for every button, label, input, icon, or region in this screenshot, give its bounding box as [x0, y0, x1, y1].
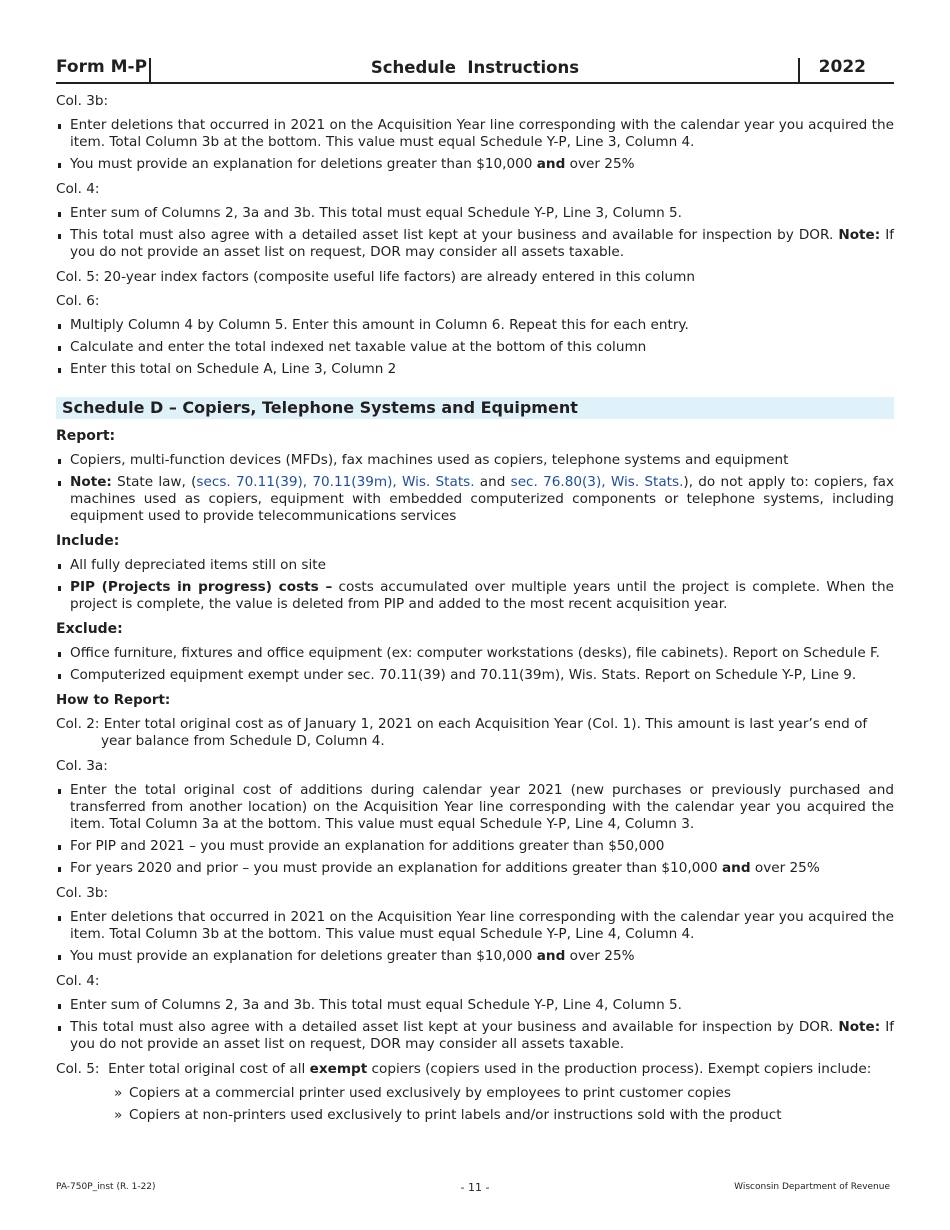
list-item: This total must also agree with a detailed asset list kept at your business and available for inspection by DOR. Note: If you do not provide an asset list on request, DOR may consider all assets taxable. [56, 227, 894, 261]
form-name: Form M-P [56, 57, 148, 77]
list-item: PIP (Projects in progress) costs – costs accumulated over multiple years until the project is complete. When the project is complete, the value is deleted from PIP and added to the most recent acquisition year. [56, 579, 894, 613]
list-item: Calculate and enter the total indexed net taxable value at the bottom of this column [56, 339, 894, 356]
include-heading: Include: [56, 533, 120, 549]
col5-text: Col. 5: Enter total original cost of all exempt copiers (copiers used in the production process). Exempt copiers include: [56, 1061, 872, 1077]
list-item: » Copiers at non-printers used exclusively to print labels and/or instructions sold with the product [114, 1107, 782, 1123]
list-item: You must provide an explanation for deletions greater than $10,000 and over 25% [56, 948, 894, 965]
list-item: Enter sum of Columns 2, 3a and 3b. This total must equal Schedule Y-P, Line 3, Column 5. [56, 205, 894, 222]
list-item: Enter this total on Schedule A, Line 3, Column 2 [56, 361, 894, 378]
col5-text: Col. 5: 20-year index factors (composite useful life factors) are already entered in this column [56, 269, 695, 285]
list-item: Enter the total original cost of additions during calendar year 2021 (new purchases or previously purchased and transferred from another location) on the Acquisition Year line corresponding with the calendar year you acquired the item. Total Column 3a at the bottom. This value must equal Schedule Y-P, Line 4, Column 3. [56, 782, 894, 833]
list-item: For PIP and 2021 – you must provide an explanation for additions greater than $50,000 [56, 838, 894, 855]
section-heading: Schedule D – Copiers, Telephone Systems and Equipment [56, 397, 894, 419]
exclude-heading: Exclude: [56, 621, 123, 637]
page-number: - 11 - [460, 1181, 490, 1194]
list-item: Note: State law, (secs. 70.11(39), 70.11(39m), Wis. Stats. and sec. 76.80(3), Wis. Stats.), do not apply to: copiers, fax machines used as copiers, equipment with embedded computerized components or telephone systems, including equipment used to provide telecommunications services [56, 474, 894, 525]
list-item: Enter sum of Columns 2, 3a and 3b. This total must equal Schedule Y-P, Line 4, Column 5. [56, 997, 894, 1014]
list-item: Copiers, multi-function devices (MFDs), fax machines used as copiers, telephone systems and equipment [56, 452, 894, 469]
col2-text: Col. 2: Enter total original cost as of January 1, 2021 on each Acquisition Year (Col. 1). This amount is last year’s end of year balance from Schedule D, Column 4. [56, 716, 868, 749]
statute-link[interactable]: sec. 76.80(3), Wis. Stats. [510, 474, 684, 490]
footer-agency: Wisconsin Department of Revenue [734, 1182, 890, 1192]
list-item: Multiply Column 4 by Column 5. Enter this amount in Column 6. Repeat this for each entry. [56, 317, 894, 334]
list-item: For years 2020 and prior – you must provide an explanation for additions greater than $10,000 and over 25% [56, 860, 894, 877]
col4-label: Col. 4: [56, 181, 100, 197]
footer-form-number: PA-750P_inst (R. 1-22) [56, 1182, 156, 1192]
col4-label: Col. 4: [56, 973, 100, 989]
col6-label: Col. 6: [56, 293, 100, 309]
list-item: Enter deletions that occurred in 2021 on the Acquisition Year line corresponding with the calendar year you acquired the item. Total Column 3b at the bottom. This value must equal Schedule Y-P, Line 4, Column 4. [56, 909, 894, 943]
header-title: Schedule Instructions [370, 58, 580, 77]
statute-link[interactable]: secs. 70.11(39), 70.11(39m), Wis. Stats. [196, 474, 475, 490]
list-item: Enter deletions that occurred in 2021 on the Acquisition Year line corresponding with the calendar year you acquired the item. Total Column 3b at the bottom. This value must equal Schedule Y-P, Line 3, Column 4. [56, 117, 894, 151]
list-item: » Copiers at a commercial printer used exclusively by employees to print customer copies [114, 1085, 731, 1101]
list-item: You must provide an explanation for deletions greater than $10,000 and over 25% [56, 156, 894, 173]
page-header [56, 57, 894, 84]
header-year: 2022 [818, 57, 866, 77]
how-to-report-heading: How to Report: [56, 693, 171, 708]
col3a-label: Col. 3a: [56, 758, 108, 774]
instructions-body [56, 93, 894, 1129]
arrow-bullet-icon: » [114, 1085, 123, 1101]
report-heading: Report: [56, 428, 116, 444]
arrow-bullet-icon: » [114, 1107, 123, 1123]
col3b-label: Col. 3b: [56, 885, 109, 901]
list-item: Computerized equipment exempt under sec. 70.11(39) and 70.11(39m), Wis. Stats. Report on Schedule Y-P, Line 9. [56, 667, 894, 684]
header-divider [798, 58, 800, 82]
list-item: Office furniture, fixtures and office equipment (ex: computer workstations (desks), file cabinets). Report on Schedule F. [56, 645, 894, 662]
col3b-label: Col. 3b: [56, 93, 109, 109]
list-item: This total must also agree with a detailed asset list kept at your business and available for inspection by DOR. Note: If you do not provide an asset list on request, DOR may consider all assets taxable. [56, 1019, 894, 1053]
list-item: All fully depreciated items still on site [56, 557, 894, 574]
